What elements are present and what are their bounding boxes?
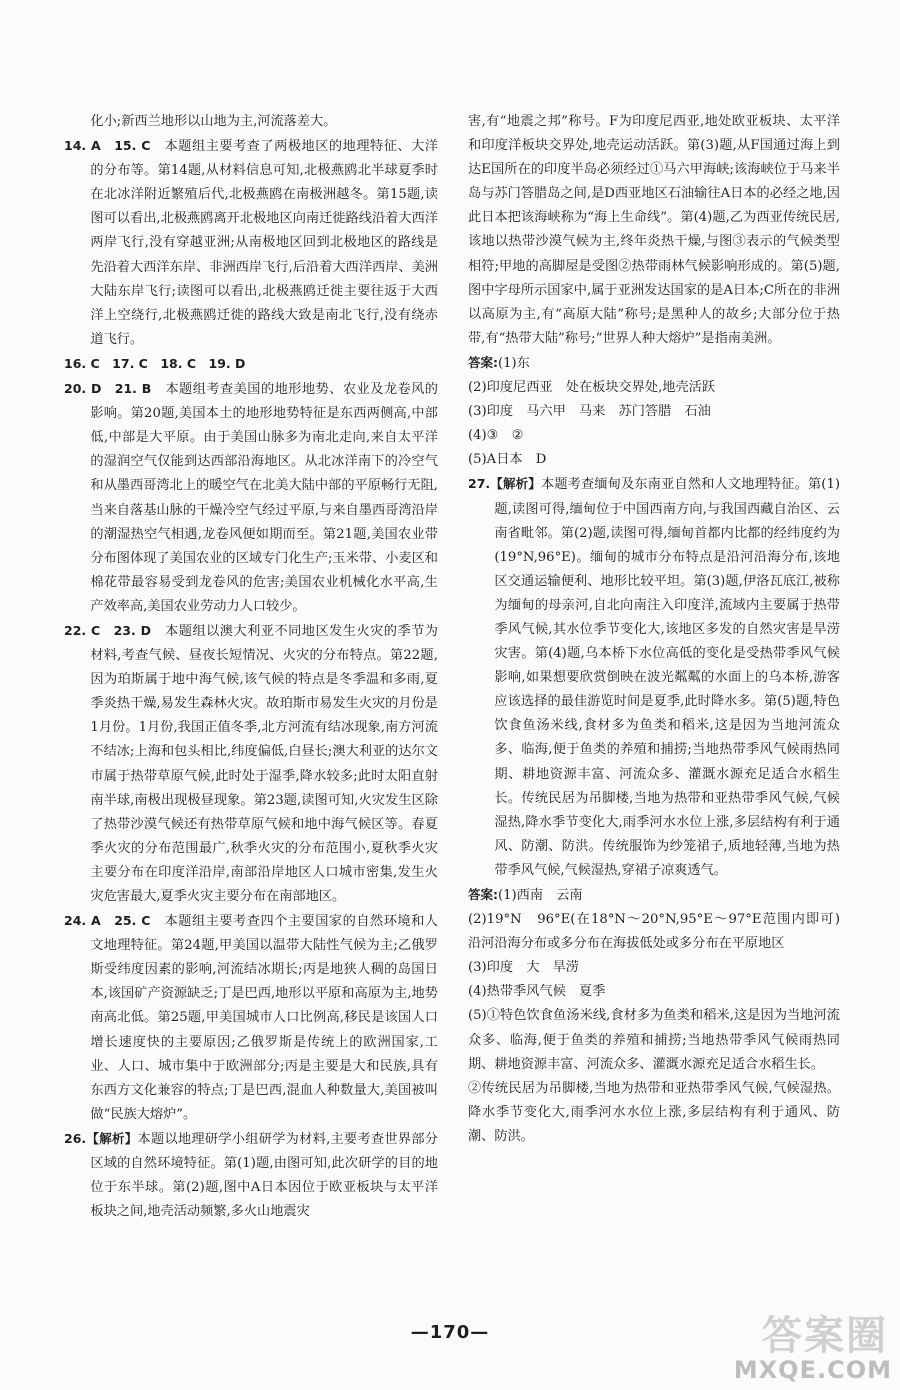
answer-26-key-4: (4)③ ② bbox=[468, 428, 524, 444]
answer-26-analysis-cont: 害,有“地震之邦”称号。F为印度尼西亚,地处欧亚板块、太平洋和印度洋板块交界处,地壳运动活跃。第(3)题,从F国通过海上到达E国所在的印度半岛必须经过①马六甲海峡;该海峡位于马来半岛与苏门答腊岛之间,是D西亚地区石油输往A日本的必经之地,因此日本把该海峡称为“海上生命线”。第(4)题,乙为西亚传统民居,该地以热带沙漠气候为主,终年炎热干燥,与图③表示的气候类型相符;甲地的高脚屋是受图②热带雨林气候影响形成的。第(5)题,图中字母所示国家中,属于亚洲发达国家的是A日本;C所在的非洲以高原为主,有“高原大陆”称号;是黑种人的故乡;大部分位于热带,有“热带大陆”称号;“世界人种大熔炉”是指南美洲。 bbox=[468, 114, 840, 346]
page-number: —170— bbox=[410, 1322, 490, 1343]
answer-26-key-3: (3)印度 马六甲 马来 苏门答腊 石油 bbox=[468, 404, 711, 420]
answer-27-key-5a: (5)①特色饮食鱼汤米线,食材多为鱼类和稻米,这是因为当地河流众多、临海,便于鱼类的养殖和捕捞;当地热带季风气候雨热同期、耕地资源丰富、河流众多、灌溉水源充足适合水稻生长。 bbox=[468, 1008, 840, 1072]
watermark-site: MXQE.COM bbox=[733, 1356, 892, 1384]
question-number: 24. A 25. C bbox=[64, 913, 151, 929]
answer-26-key bbox=[468, 351, 840, 376]
explanation-text: 本题以地理研学小组研学为材料,主要考查世界部分区域的自然环境特征。第(1)题,由图可知,此次研学的目的地位于东半球。第(2)题,图中A日本因位于欧亚板块与太平洋板块之间,地壳活动频繁,多火山地震灾 bbox=[90, 1131, 438, 1220]
explanation-text: 本题组主要考查了两极地区的地理特征、大洋的分布等。第14题,从材料信息可知,北极燕鸥北半球夏季时在北冰洋附近繁殖后代,北极燕鸥在南极洲越冬。第15题,读图可以看出,北极燕鸥离开北极地区向南迁徙路线沿着大西洋两岸飞行,没有穿越亚洲;从南极地区回到北极地区的路线是先沿着大西洋东岸、非洲西岸飞行,后沿着大西洋西岸、美洲大陆东岸飞行;读图可以看出,北极燕鸥迁徙主要往返于大西洋上空绕行,北极燕鸥迁徙的路线大致是南北飞行,没有绕赤道飞行。 bbox=[90, 139, 438, 347]
question-number: 16. C 17. C 18. C 19. D bbox=[64, 355, 246, 371]
answer-16-19 bbox=[64, 352, 438, 377]
answer-27-key-5b: ②传统民居为吊脚楼,当地为热带和亚热带季风气候,气候湿热。降水季节变化大,雨季河水水位上涨,多层结构有利于通风、防潮、防洪。 bbox=[468, 1080, 840, 1144]
explanation-text: 本题组主要考查四个主要国家的自然环境和人文地理特征。第24题,甲美国以温带大陆性气候为主;乙俄罗斯受纬度因素的影响,河流结冰期长;丙是地狭人稠的岛国日本,该国矿产资源缺乏;丁是巴西,地形以平原和高原为主,地势南高北低。第25题,甲美国城市人口比例高,移民是该国人口增长速度快的主要原因;乙俄罗斯是传统上的欧洲国家,工业、人口、城市集中于欧洲部分;丙是主要是大和民族,具有东西方文化兼容的特点;丁是巴西,混血人种数量大,美国被叫做“民族大熔炉”。 bbox=[90, 914, 438, 1122]
answer-14-15 bbox=[64, 134, 438, 352]
answer-label: 答案: bbox=[468, 887, 498, 902]
question-number: 26.【解析】 bbox=[64, 1130, 138, 1146]
watermark-logo: 答案圈 bbox=[762, 1313, 888, 1359]
paragraph-13-tail: 化小;新西兰地形以山地为主,河流落差大。 bbox=[90, 114, 337, 129]
answer-24-25 bbox=[64, 909, 438, 1127]
explanation-text: 本题组考查美国的地形地势、农业及龙卷风的影响。第20题,美国本土的地形地势特征是东西两侧高,中部低,中部是大平原。由于美国山脉多为南北走向,来自太平洋的湿润空气仅能到达西部沿海地区。从北冰洋南下的冷空气和从墨西哥湾北上的暖空气在北美大陆中部的平原畅行无阻,当来自落基山脉的干燥冷空气经过平原,与来自墨西哥湾沿岸的潮湿热空气相遇,龙卷风便如期而至。第21题,美国农业带分布图体现了美国农业的区域专门化生产;玉米带、小麦区和棉花带最容易受到龙卷风的危害;美国农业机械化水平高,生产效率高,美国农业劳动力人口较少。 bbox=[90, 382, 438, 614]
answer-26-key-2: (2)印度尼西亚 处在板块交界处,地壳活跃 bbox=[468, 380, 716, 396]
answer-27-analysis bbox=[468, 472, 840, 883]
question-number: 14. A 15. C bbox=[64, 138, 151, 154]
left-column bbox=[64, 110, 438, 1224]
answer-text: (1)东 bbox=[498, 355, 530, 371]
watermark bbox=[706, 1304, 892, 1384]
answer-26-analysis bbox=[64, 1127, 438, 1224]
right-column bbox=[468, 110, 854, 1149]
answer-27-key bbox=[468, 883, 840, 908]
explanation-text: 本题组以澳大利亚不同地区发生火灾的季节为材料,考查气候、昼夜长短情况、火灾的分布特点。第22题,因为珀斯属于地中海气候,该气候的特点是冬季温和多雨,夏季炎热干燥,易发生森林火灾。故珀斯市易发生火灾的月份是1月份。1月份,我国正值冬季,北方河流有结冰现象,南方河流不结冰;上海和包头相比,纬度偏低,白昼长;澳大利亚的达尔文市属于热带草原气候,此时处于湿季,降水较多;此时太阳直射南半球,南极出现极昼现象。第23题,读图可知,火灾发生区除了热带沙漠气候还有热带草原气候和地中海气候区等。春夏季火灾的分布范围最广,秋季火灾的分布范围小,夏秋季火灾主要分布在印度洋沿岸,南部沿岸地区人口城市密集,发生火灾危害最大,夏季火灾主要分布在南部地区。 bbox=[90, 623, 438, 904]
answer-27-key-2: (2)19°N 96°E(在18°N～20°N,95°E～97°E范围内即可) 沿河沿海分布或多分布在海拔低处或多分布在平原地区 bbox=[468, 912, 854, 952]
answer-27-key-4: (4)热带季风气候 夏季 bbox=[468, 984, 606, 1000]
explanation-text: 本题考查缅甸及东南亚自然和人文地理特征。第(1)题,读图可得,缅甸位于中国西南方向,与我国西藏自治区、云南省毗邻。第(2)题,读图可得,缅甸首都内比都的经纬度约为(19°N,96°E)。缅甸的城市分布特点是沿河沿海分布,该地区交通运输便利、地形比较平坦。第(3)题,伊洛瓦底江,被称为缅甸的母亲河,自北向南注入印度洋,流域内主要属于热带季风气候,其水位季节变化大,该地区多发的自然灾害是旱涝灾害。第(4)题,乌本桥下水位高低的变化是受热带季风气候影响,如果想要欣赏倒映在波光粼粼的水面上的乌本桥,游客应该选择的最佳游览时间是夏季,此时降水多。第(5)题,特色饮食鱼汤米线,食材多为鱼类和稻米,这是因为当地河流众多、临海,便于鱼类的养殖和捕捞;当地热带季风气候雨热同期、耕地资源丰富、河流众多、灌溉水源充足适合水稻生长。传统民居为吊脚楼,当地为热带和亚热带季风气候,气候湿热,降水季节变化大,雨季河水水位上涨,多层结构有利于通风、防潮、防洪。传统服饰为纱笼裙子,质地轻薄,当地为热带季风气候,气候湿热,穿裙子凉爽透气。 bbox=[494, 477, 840, 878]
answer-22-23 bbox=[64, 619, 438, 909]
question-number: 20. D 21. B bbox=[64, 381, 152, 397]
question-number: 27.【解析】 bbox=[468, 476, 541, 492]
answer-27-key-3: (3)印度 大 旱涝 bbox=[468, 960, 579, 976]
answer-20-21 bbox=[64, 377, 438, 619]
question-number: 22. C 23. D bbox=[64, 622, 151, 638]
answer-text: (1)西南 云南 bbox=[498, 888, 583, 903]
answer-label: 答案: bbox=[468, 354, 498, 370]
answer-26-key-5: (5)A日本 D bbox=[468, 452, 547, 468]
